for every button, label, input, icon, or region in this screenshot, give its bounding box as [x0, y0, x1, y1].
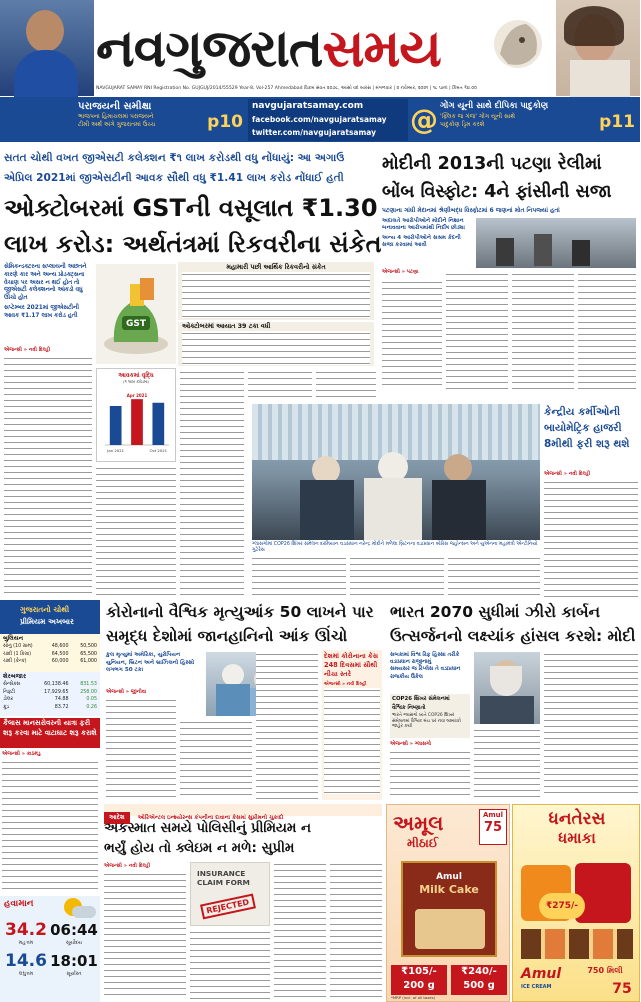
amul-ad-note: *MRP (incl. of all taxes) [391, 995, 436, 1000]
gst-body-col1 [4, 356, 92, 594]
market-cell: 60,000 [51, 659, 69, 665]
kohli-photo [0, 0, 94, 96]
weight-1: 200 g [403, 980, 435, 991]
market-cell: 50,500 [80, 644, 97, 649]
amul-icecream-logo [521, 965, 571, 999]
carbon-bullets [390, 652, 470, 692]
promo-right-title: ગોંગ યૂની સાથે દીપિકા પાદુકોણ [440, 101, 549, 111]
promo-left[interactable] [78, 100, 243, 139]
dhanteras-ad[interactable] [512, 804, 640, 1002]
market-cell: 831.53 [80, 682, 97, 687]
chart-bar [110, 406, 122, 445]
market-cell: 64,500 [51, 651, 69, 657]
bullion-rows [0, 643, 100, 666]
carbon-bullet: સબકામાં વિશ્વ રિફ હિસ્સા તરીકે વડાપ્રધાન રાજીનામું [390, 652, 460, 666]
icecream-tub-2 [575, 863, 631, 923]
amul-mithai-ad[interactable] [386, 804, 510, 1002]
market-cell: 17,929.65 [44, 689, 69, 695]
imports-box-title: ઓક્ટોબરમાં આયાત 39 ટકા વધી [182, 322, 271, 330]
sc-body-1 [104, 872, 186, 1000]
sunset-label: સૂર્યાસ્ત [66, 971, 82, 977]
icecream-row [521, 929, 633, 959]
min-temp-value: 14.6 [5, 951, 47, 971]
corona-side-box [322, 650, 382, 800]
amul-icecream-text: Amul [521, 966, 562, 982]
photo-below-body-3 [448, 556, 540, 596]
photo-below-body-1 [252, 556, 346, 596]
bullion-panel [0, 634, 100, 672]
price-tag-2 [451, 965, 507, 995]
amul-ad-title: અમૂલ [393, 811, 444, 835]
deepika-photo [556, 0, 640, 96]
sunrise-value: 06:44 [50, 921, 98, 939]
market-cell: 74.88 [54, 697, 69, 703]
kailash-headline: કૈલાસ માનસરોવરની યાત્રા ફરી શરૂ કરવા માટે વાટાઘાટ શરૂ કરાશે [0, 718, 100, 748]
amul-ad-sub: મીઠાઈ [407, 836, 439, 850]
promo-right[interactable] [440, 100, 635, 139]
chart-subtitle: (₹ લાખ કરોડમાં) [122, 379, 150, 384]
weather-panel [0, 896, 100, 1002]
imports-box [178, 322, 374, 366]
dhanteras-75: 75 [612, 981, 632, 997]
gst-subhead: સતત ચોથી વખત જીએસટી કલેક્શન ₹૧ લાખ કરોડથી વધુ નોંધાયું: આ અગાઉ એપ્રિલ 2021માં જીએસટીની આવક સૌથી વધુ ₹1.41 લાખ કરોડ નોંધાઈ હતી [4, 152, 345, 184]
market-label: શેરબજાર [3, 673, 27, 680]
kailash-body [2, 760, 98, 894]
sc-body-2 [190, 930, 270, 1000]
amul-logo-years: 75 [483, 820, 503, 835]
gst-illustration [96, 264, 176, 364]
market-row [0, 658, 100, 666]
price-tag-1 [391, 965, 447, 995]
masthead-title-a: નવગુજરાત [96, 18, 323, 79]
market-cell: ચાંદી (1 કિગ્રા) [3, 651, 32, 657]
milk-cake-name: Milk Cake [419, 883, 479, 896]
market-cell: ડોલર [3, 697, 13, 703]
amul-icecream-sub: ICE CREAM [521, 984, 552, 990]
gst-bullet: સપ્ટેમ્બર 2021માં જીએસટીની આવક ₹1.17 લાખ કરોડ હતી [4, 304, 80, 319]
promo-left-line: ટીમી અર્થ અંગે ગુજરાતમાં ઉચ્ચ [78, 121, 156, 128]
corona-body-1 [106, 698, 176, 800]
at-icon: @ [410, 103, 438, 136]
patna-body-3 [512, 272, 574, 390]
promo-site[interactable]: navgujaratsamay.com [252, 101, 364, 111]
insurance-illustration [190, 862, 270, 926]
patna-body-1 [382, 280, 442, 390]
sc-body-4 [330, 862, 382, 1000]
market-cell: 258.00 [80, 689, 97, 695]
weather-cloud-icon [72, 906, 96, 918]
corona-byline: એજન્સી » જીનીવા [106, 689, 147, 695]
market-cell: 0.05 [86, 697, 97, 703]
chart-bar [131, 399, 143, 445]
photo-below-body-2 [350, 556, 444, 596]
market-cell: સોનું (10 ગ્રામ) [3, 644, 33, 649]
sc-body-3 [274, 862, 326, 1000]
masthead-title-b: સમય [322, 18, 441, 79]
carbon-body-3 [544, 652, 638, 798]
promo-facebook[interactable]: facebook.com/navgujaratsamay [252, 115, 387, 124]
amul-logo-text: Amul [482, 811, 504, 819]
gst-body-col2 [96, 466, 176, 596]
patna-bullet: અદાલતે આરોપીઓને મોદીને નિશાન બનાવવાના આરોપમાંથી નિર્દોષ છોડ્યા [382, 218, 465, 232]
market-row [0, 689, 100, 697]
gst-headline-1: ઓક્ટોબરમાં GSTની વસૂલાત ₹1.30 [4, 194, 378, 222]
market-row [0, 696, 100, 704]
carbon-box-title-2: વૈશ્વિક નિષ્ણાતો [392, 705, 426, 711]
min-temp-label: લઘુત્તમ [18, 971, 34, 977]
carbon-body-2 [474, 728, 540, 798]
market-cell: સેન્સેક્સ [3, 682, 21, 687]
patna-byline: એજન્સી » પટણા [382, 269, 419, 275]
market-cell: ચાંદી (કેન્ક) [3, 659, 27, 665]
sc-headline-1: અકસ્માત સમયે પોલિસીનું પ્રીમિયમ ન [104, 821, 311, 836]
cop26-photo-caption: ગ્લાસગોમાં COP26 શિખર સંમેલન દરમિયાન વડાપ્રધાન નરેન્દ્ર મોદીને મળેલા બ્રિટનના વડાપ્રધાન બોરિસ જ્હોન્સન અને યુએનના મહામંત્રી એન્ટોનિયો ગુટેરેસ [252, 542, 538, 553]
patna-photo [476, 218, 636, 268]
gst-headline-2: લાખ કરોડ: અર્થતંત્રમાં રિકવરીના સંકેત [4, 230, 382, 258]
corona-side-text [324, 688, 380, 794]
promo-left-line: ભાજપના હિમાચલમાં પરાજયને [78, 113, 154, 120]
carbon-box [390, 694, 470, 738]
chart-highlight-label: Apr 2021 [126, 393, 148, 399]
amul-75-logo [479, 809, 507, 845]
imports-box-text [182, 331, 370, 365]
sc-headline-2: ભર્યું હોય તો ક્લેઇમ ન મળે: સુપ્રીમ [104, 841, 295, 856]
milk-cake-brand: Amul [436, 872, 462, 882]
gst-bullets [4, 264, 92, 344]
carbon-body-1 [390, 750, 470, 798]
patna-body-4 [578, 272, 636, 390]
market-cell: 60,138.46 [44, 682, 69, 687]
bullion-label: બુલિયન [3, 635, 24, 642]
lion-logo [490, 14, 546, 78]
corona-headline-1: કોરોનાનો વૈશ્વિક મૃત્યુઆંક 50 લાખને પાર [106, 603, 374, 621]
price-1: ₹105/- [401, 966, 437, 977]
corona-bullet: કુલ મૃત્યુમાં અમેરિકા, યુરોપિયન યુનિયન, બ્રિટન અને બ્રાઝિલનો હિસ્સો લગભગ 50 ટકા [106, 652, 195, 674]
corona-body-3 [256, 652, 318, 800]
sunrise-label: સૂર્યોદય [65, 940, 83, 946]
market-row [0, 681, 100, 689]
market-cell: ક્રૂડ [3, 704, 10, 710]
rejected-stamp: REJECTED [200, 894, 255, 920]
revenue-chart-svg [97, 369, 175, 461]
patna-headline-2: બોંબ વિસ્ફોટ: 4ને ફાંસીની સજા [382, 182, 612, 202]
gst-bullet: સેમિકન્ડક્ટરના સપ્લાયની અછતને કારણે કાર અને અન્ય પ્રોડક્ટ્સના વેચાણ પર અસર ન થઈ હોત તો જીએસટી કલેક્શનનો આંકડો વધુ ઊંચો હોત [4, 264, 87, 302]
cop26-photo [252, 404, 540, 540]
biometric-byline: એજન્સી » નવી દિલ્હી [544, 471, 591, 477]
chart-tick-label: Jan 2021 [107, 448, 125, 453]
market-row [0, 643, 100, 651]
gst-body-col4 [248, 370, 312, 402]
patna-bullet: અન્ય 4 આરોપીઓને સશ્રમ કેદની સજા કરવામાં આવી [382, 234, 461, 249]
economy-box [178, 262, 374, 320]
market-cell: નિફ્ટી [3, 689, 16, 695]
chart-bar [152, 403, 164, 445]
corona-side-byline: એજન્સી » નવી દિલ્હી [324, 682, 367, 687]
market-cell: 83.72 [54, 704, 69, 710]
masthead-info-line: NAVGUJARAT SAMAY RNI Registration No. GUJGUJ/2014/55529 Year-8, Vol-257 Ahmedabad વિક્રમ સંવત ૨૦૭૮, આસો વદ બારસ | મંગળવાર | ૨ નવેમ્બર, ૨૦૨૧ | ૧૮ પાનાં | કિંમત ₹૪.૦૦ [96, 86, 477, 91]
market-cell: 61,000 [80, 659, 97, 665]
patna-bullets [382, 218, 472, 266]
market-panel [0, 672, 100, 716]
biometric-headline: કેન્દ્રીય કર્મીઓની બાયોમેટ્રિક હાજરી 8મીથી ફરી શરૂ થશે [544, 406, 630, 450]
insurance-title-1: INSURANCE [197, 869, 246, 878]
max-temp-label: મહત્તમ [18, 940, 34, 946]
promo-right-page: p11 [599, 112, 635, 132]
chart-tick-label: Oct 2021 [149, 448, 168, 453]
sc-kicker-bar [104, 804, 382, 821]
market-cell: 65,500 [80, 651, 97, 657]
carbon-box-title: COP26 શિખર સંમેલનમાં [392, 696, 450, 702]
dhanteras-price-burst: ₹275/- [539, 893, 585, 919]
gst-body-col3 [180, 370, 244, 596]
gst-byline: એજન્સી » નવી દિલ્હી [4, 347, 51, 353]
sc-byline: એજન્સી » નવી દિલ્હી [104, 863, 151, 869]
revenue-chart [96, 368, 176, 462]
promo-left-title: પરાજયની સમીક્ષા [78, 101, 152, 112]
sc-kicker: આદેશ [104, 812, 130, 824]
carbon-headline-2: ઉત્સર્જનનો લક્ષ્યાંક હાંસલ કરશે: મોદી [390, 627, 636, 645]
patna-strap: પટણાના ગાંધી મેદાનમાં શ્રેણીબદ્ધ વિસ્ફોટમાં 6 જણનાં મોત નિપજ્યાં હતાં [382, 207, 560, 214]
milk-cake-box [401, 861, 497, 957]
gujarat-box-title-2: પ્રીમિયમ અખબાર [20, 617, 74, 626]
market-row [0, 651, 100, 659]
promo-right-line: 'ફ્લિક જ ગંજ' ગોંગ યૂની સાથે [440, 113, 515, 120]
gst-text-label: GST [125, 319, 146, 329]
market-cell: 0.26 [86, 704, 97, 710]
corona-headline-2: સમૃદ્ધ દેશોમાં જાનહાનિનો આંક ઊંચો [106, 627, 348, 645]
corona-body-2 [180, 720, 252, 800]
carbon-headline-1: ભારત 2070 સુધીમાં ઝીરો કાર્બન [390, 603, 601, 621]
dhanteras-title: ધનતેરસ [548, 809, 606, 829]
carbon-bullet: સમયસર જ રિપ્લેસ તે વડાપ્રધાન રાજકીય ઉકેલ [390, 666, 461, 680]
promo-right-line: પાદુકોણ ડ્રિમ કરશે [440, 121, 485, 128]
economy-box-title: મહામારી પછી આર્થિક રિકવરીનો સંકેત [226, 263, 326, 271]
gujarat-box-header [0, 600, 100, 634]
sc-kicker-text: ઓરિએન્ટલ ઇન્શ્યોરન્સ કંપનીના દાવાના કેસમાં સુપ્રીમનો ચુકાદો [137, 815, 284, 821]
masthead-title [96, 18, 496, 78]
market-cell: 48,600 [51, 644, 69, 649]
gujarat-box-title: ગુજરાતનો ચોથી [20, 605, 70, 614]
price-2: ₹240/- [461, 966, 497, 977]
promo-left-page: p10 [207, 112, 243, 132]
economy-box-text [182, 272, 370, 318]
dhanteras-offer: 750 મિલી [587, 966, 623, 975]
corona-side-title: દેશમાં કોરોનાના કેસ 248 દિવસમાં સૌથી નીચા સ્તરે [324, 652, 379, 678]
kailash-byline: એજન્સી » કાઠમંડુ [2, 751, 41, 757]
gst-body-col5 [316, 370, 376, 402]
max-temp-value: 34.2 [5, 920, 47, 940]
biometric-body [544, 480, 638, 598]
insurance-title-2: CLAIM FORM [197, 878, 250, 887]
sunset-value: 18:01 [50, 952, 98, 970]
patna-headline-1: મોદીની 2013ની પટણા રેલીમાં [382, 154, 602, 174]
weather-label: હવામાન [4, 899, 34, 909]
weight-2: 500 g [463, 980, 495, 991]
modi-photo [474, 652, 540, 724]
promo-social[interactable] [248, 99, 408, 141]
market-rows [0, 681, 100, 711]
carbon-box-text: ભારતે ગ્લાસગો ખાતે COP26 શિખર સંમેલનમાં વૈશ્વિક મંચ પર નવા લક્ષ્યાંકો જાહેર કર્યા [392, 713, 461, 730]
carbon-byline: એજન્સી » ગ્લાસગો [390, 741, 432, 747]
patna-body-2 [446, 272, 508, 390]
promo-twitter[interactable]: twitter.com/navgujaratsamay [252, 128, 377, 137]
dhanteras-sub: ધમાકા [558, 829, 596, 847]
market-row [0, 704, 100, 712]
chart-title: આવકમાં વૃદ્ધિ [118, 372, 154, 379]
